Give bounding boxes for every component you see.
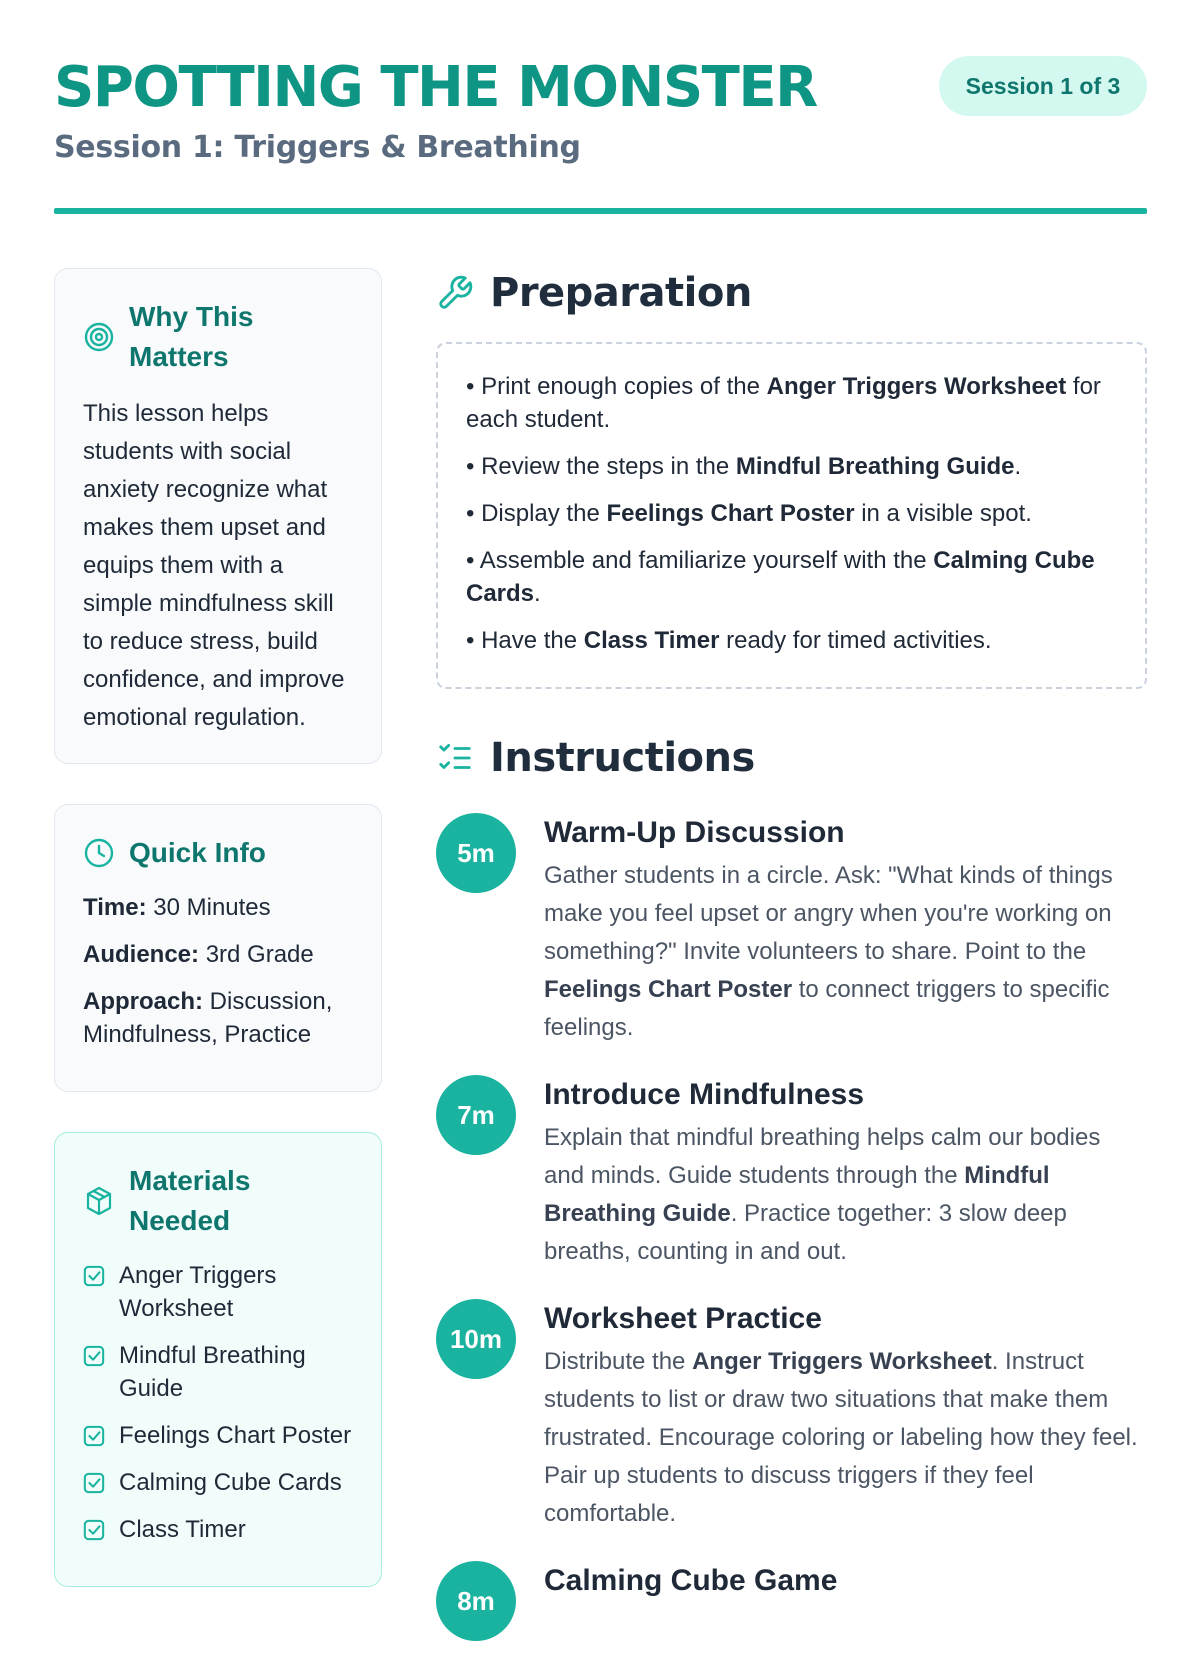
preparation-title: Preparation — [490, 270, 752, 316]
checkbox-icon — [83, 1265, 105, 1287]
material-item — [83, 1419, 355, 1452]
step-duration-badge: 5m — [436, 813, 516, 893]
material-label: Mindful Breathing Guide — [119, 1342, 306, 1402]
step-title: Introduce Mindfulness — [544, 1078, 865, 1111]
quick-info-value: 3rd Grade — [205, 941, 314, 968]
target-icon — [83, 321, 115, 353]
quick-info-value: 30 Minutes — [153, 894, 271, 921]
step-description: Explain that mindful breathing helps calm our bodies and minds. Guide students through the Mindful Breathing Guide. Practice together: 3 slow deep breaths, counting in and out. — [544, 1124, 1101, 1265]
step-content — [544, 813, 1147, 1047]
instruction-step — [436, 813, 1147, 1047]
material-item — [83, 1259, 355, 1325]
emphasis-text: Mindful Breathing Guide — [544, 1162, 1050, 1227]
session-badge: Session 1 of 3 — [939, 56, 1147, 116]
package-icon — [83, 1185, 115, 1217]
quick-info-row — [83, 938, 355, 971]
quick-info-title: Quick Info — [129, 837, 266, 868]
checklist-icon — [436, 739, 474, 777]
quick-info-label: Audience: — [83, 941, 200, 968]
instructions-header — [436, 733, 1147, 783]
step-content — [544, 1561, 1147, 1641]
instruction-step — [436, 1299, 1147, 1533]
step-title: Calming Cube Game — [544, 1564, 838, 1597]
emphasis-text: Anger Triggers Worksheet — [692, 1348, 992, 1375]
step-duration-badge: 10m — [436, 1299, 516, 1379]
preparation-item: • Assemble and familiarize yourself with the Calming Cube Cards. — [466, 547, 1095, 607]
preparation-item: • Display the Feelings Chart Poster in a visible spot. — [466, 500, 1032, 527]
quick-info-card — [54, 804, 382, 1092]
emphasis-text: Class Timer — [583, 627, 720, 654]
checkbox-icon — [83, 1472, 105, 1494]
header — [54, 56, 1147, 216]
materials-card — [54, 1132, 382, 1587]
checkbox-icon — [83, 1345, 105, 1367]
header-divider — [54, 208, 1147, 214]
page-subtitle: Session 1: Triggers & Breathing — [54, 130, 581, 165]
instructions-title: Instructions — [490, 735, 755, 781]
material-label: Class Timer — [119, 1516, 246, 1543]
preparation-box — [436, 342, 1147, 689]
quick-info-label: Approach: — [83, 988, 203, 1015]
instruction-step — [436, 1075, 1147, 1271]
step-title: Warm-Up Discussion — [544, 816, 845, 849]
why-title: Why This Matters — [129, 301, 254, 372]
checkbox-icon — [83, 1519, 105, 1541]
emphasis-text: Feelings Chart Poster — [544, 976, 793, 1003]
quick-info-row — [83, 891, 355, 924]
emphasis-text: Calming Cube Cards — [466, 547, 1095, 607]
why-card — [54, 268, 382, 764]
material-label: Feelings Chart Poster — [119, 1422, 352, 1449]
instruction-step — [436, 1561, 1147, 1641]
material-label: Anger Triggers Worksheet — [119, 1262, 277, 1322]
emphasis-text: Feelings Chart Poster — [606, 500, 855, 527]
preparation-header — [436, 268, 1147, 318]
materials-list — [83, 1259, 355, 1546]
step-description: Gather students in a circle. Ask: "What kinds of things make you feel upset or angry when you're working on something?" Invite volunteers to share. Point to the Feelings Chart Poster to connect triggers to specific feelings. — [544, 862, 1113, 1041]
quick-info-row — [83, 985, 355, 1051]
material-item — [83, 1339, 355, 1405]
preparation-item: • Print enough copies of the Anger Triggers Worksheet for each student. — [466, 373, 1101, 433]
quick-info-value: Discussion, Mindfulness, Practice — [83, 988, 333, 1048]
material-item — [83, 1513, 355, 1546]
step-content — [544, 1299, 1147, 1533]
checkbox-icon — [83, 1425, 105, 1447]
materials-title: Materials Needed — [129, 1165, 251, 1236]
wrench-icon — [436, 274, 474, 312]
step-description: Distribute the Anger Triggers Worksheet. Instruct students to list or draw two situations that make them frustrated. Encourage coloring or labeling how they feel. Pair up students to discuss triggers if they feel comfortable. — [544, 1348, 1138, 1527]
material-label: Calming Cube Cards — [119, 1469, 342, 1496]
material-item — [83, 1466, 355, 1499]
instructions-steps — [436, 813, 1147, 1641]
preparation-item: • Review the steps in the Mindful Breathing Guide. — [466, 453, 1022, 480]
step-duration-badge: 7m — [436, 1075, 516, 1155]
step-content — [544, 1075, 1147, 1271]
quick-info-label: Time: — [83, 894, 147, 921]
main-content — [436, 268, 1147, 1669]
step-duration-badge: 8m — [436, 1561, 516, 1641]
why-body: This lesson helps students with social anxiety recognize what makes them upset and equips them with a simple mindfulness skill to reduce stress, build confidence, and improve emotional regulation. — [83, 400, 345, 731]
clock-icon — [83, 837, 115, 869]
emphasis-text: Anger Triggers Worksheet — [766, 373, 1067, 400]
sidebar — [54, 268, 382, 1627]
quick-info-list — [83, 891, 355, 1051]
preparation-item: • Have the Class Timer ready for timed activities. — [466, 627, 992, 654]
emphasis-text: Mindful Breathing Guide — [735, 453, 1015, 480]
page-title: SPOTTING THE MONSTER — [54, 55, 817, 120]
step-title: Worksheet Practice — [544, 1302, 822, 1335]
